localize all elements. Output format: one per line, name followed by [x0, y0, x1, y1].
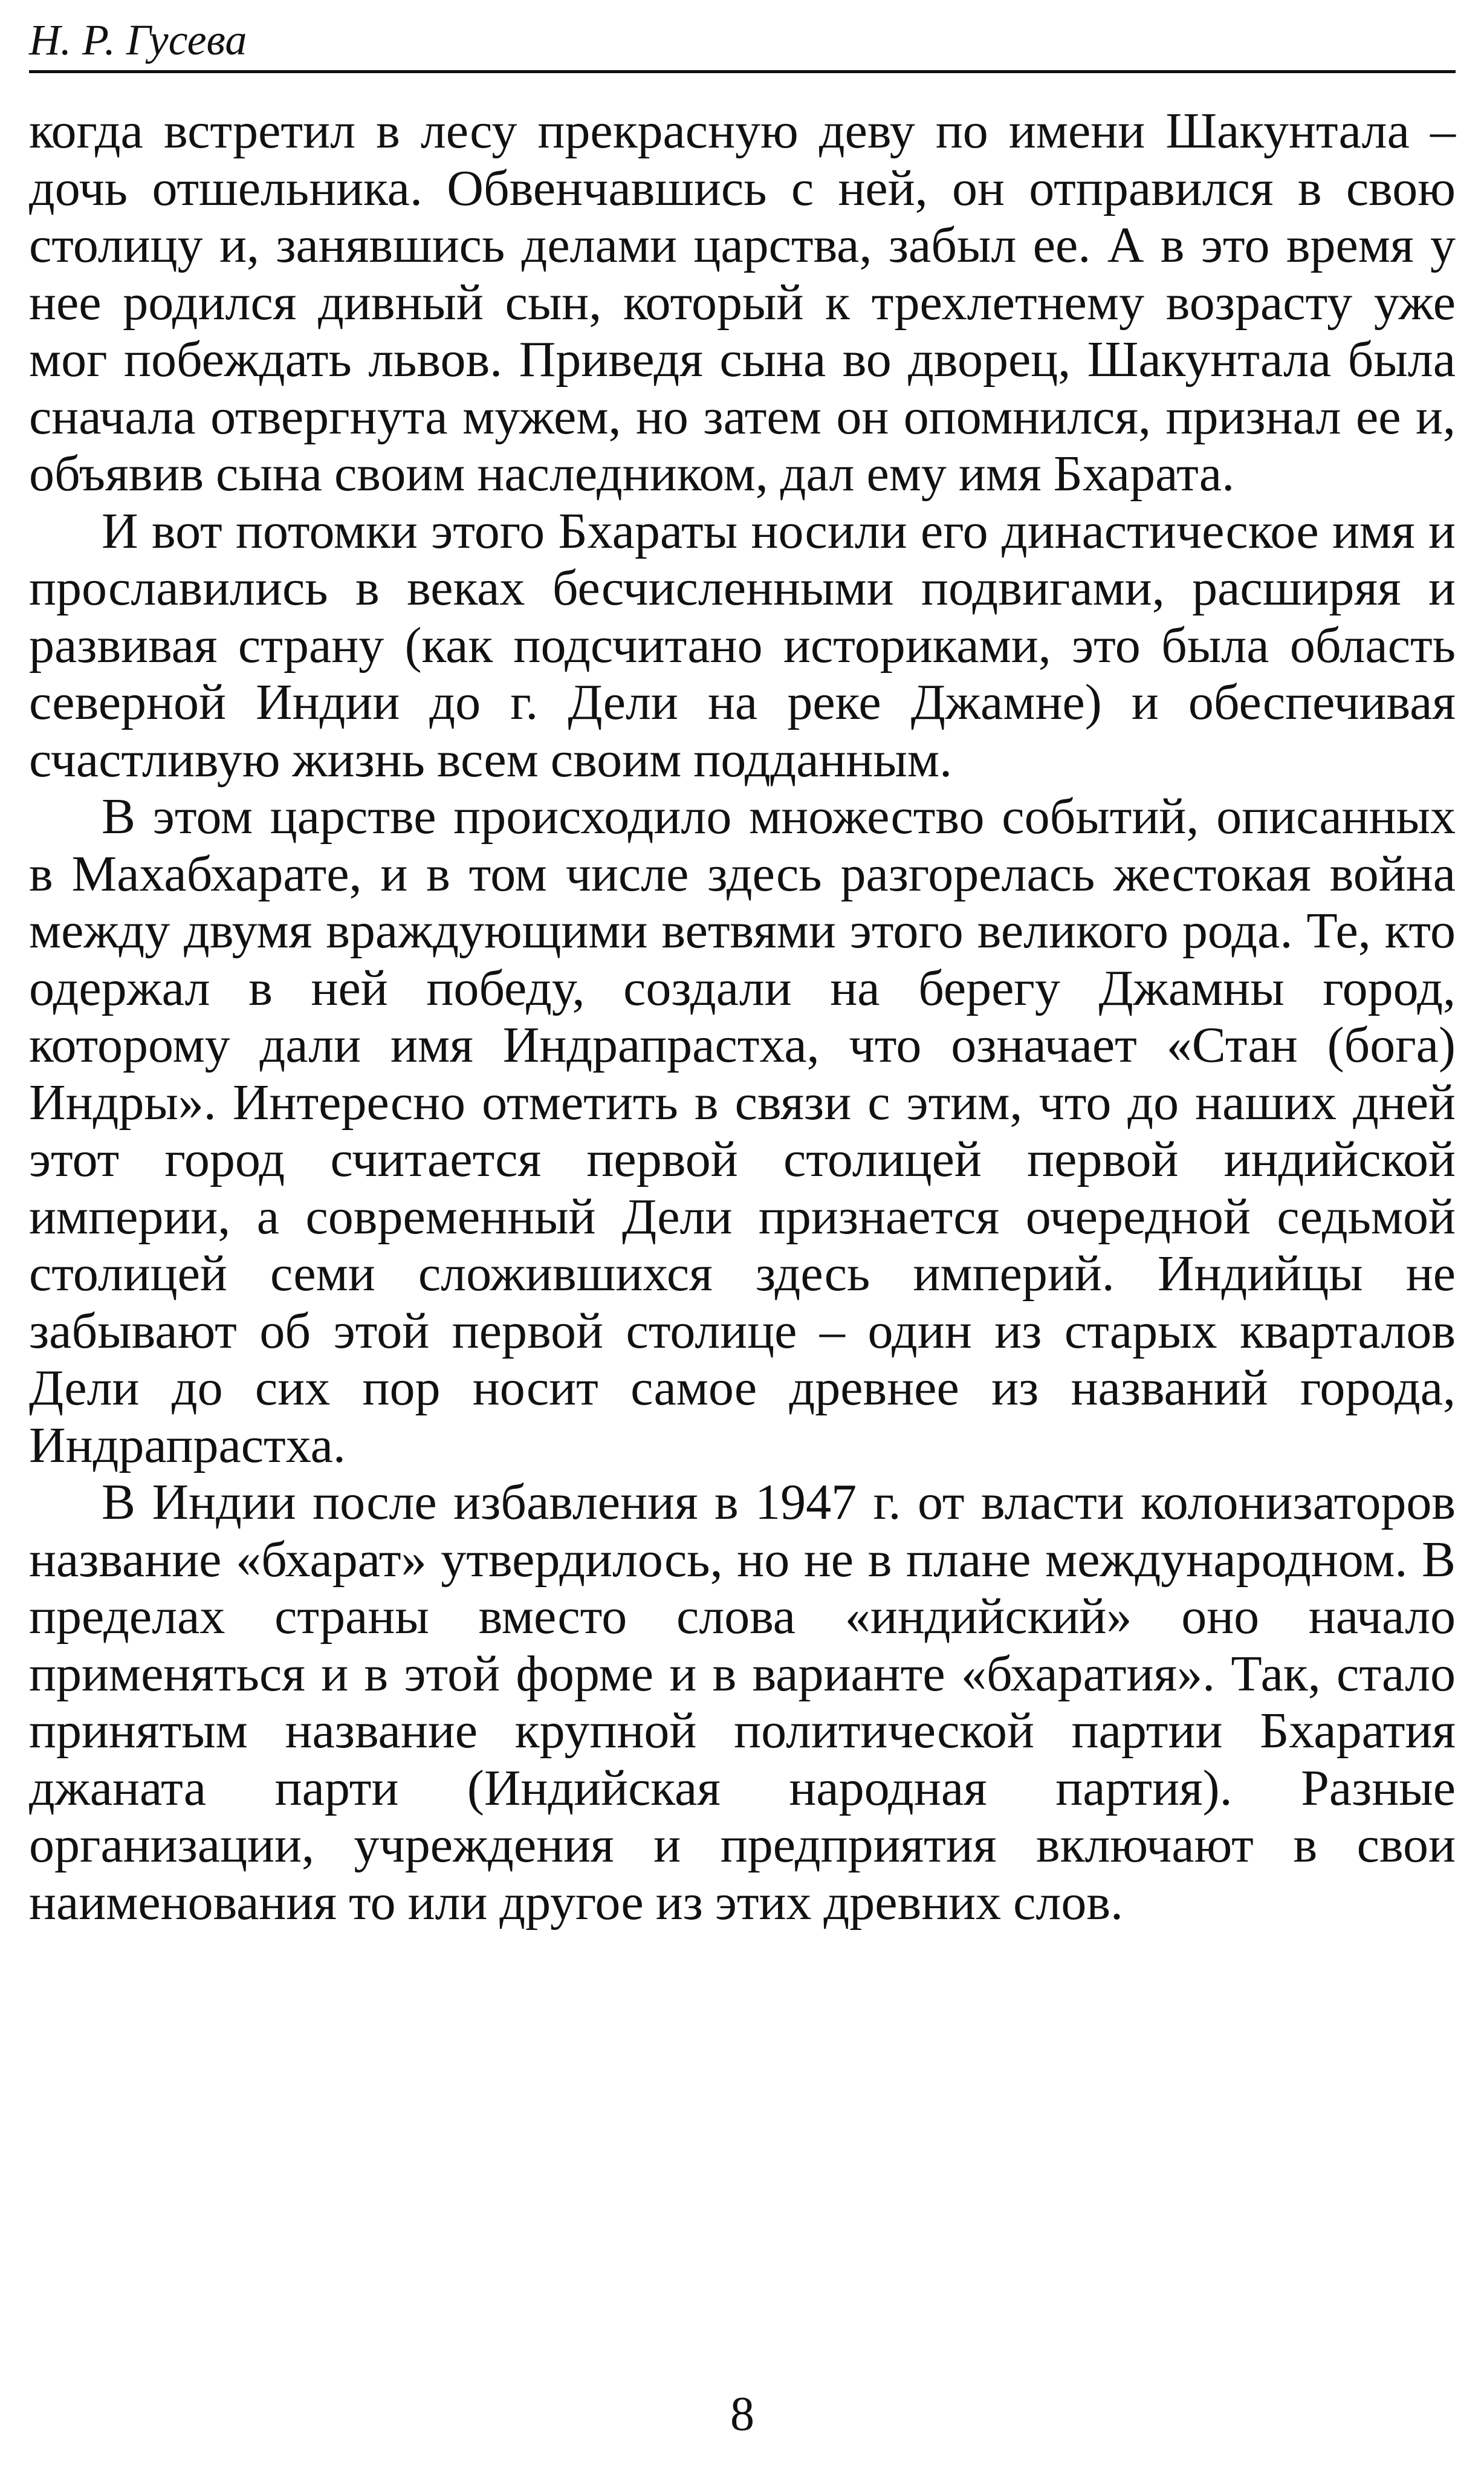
paragraph: В этом царстве происходило множество событий, описанных в Махабхарате, и в том числе здесь разгорелась жестокая война между двумя враждующими ветвями этого великого рода. Те, кто одержал в ней победу, создали на берегу Джамны город, которому дали имя Индрапрастха, что означает «Стан (бога) Индры». Интересно отметить в связи с этим, что до наших дней этот город считается первой столицей первой индийской империи, а современный Дели признается очередной седьмой столицей семи сложившихся здесь империй. Индийцы не забывают об этой первой столице – один из старых кварталов Дели до сих пор носит самое древнее из названий города, Индрапрастха.: [29, 788, 1456, 1473]
paragraph-continued: когда встретил в лесу прекрасную деву по имени Шакунтала – дочь отшельника. Обвенчавшись с ней, он отправился в свою столицу и, занявшись делами царства, забыл ее. А в это время у нее родился дивный сын, который к трехлетнему возрасту уже мог побеждать львов. Приведя сына во дворец, Шакунтала была сначала отвергнута мужем, но затем он опомнился, признал ее и, объявив сына своим наследником, дал ему имя Бхарата.: [29, 103, 1456, 502]
body-text: [29, 103, 1456, 1931]
page-number: 8: [730, 2388, 754, 2441]
running-head-author: Н. Р. Гусева: [29, 16, 247, 64]
paragraph: В Индии после избавления в 1947 г. от власти колонизаторов название «бхарат» утвердилось, но не в плане международном. В пределах страны вместо слова «индийский» оно начало применяться и в этой форме и в варианте «бхаратия». Так, стало принятым название крупной политической партии Бхаратия джаната парти (Индийская народная партия). Разные организации, учреждения и предприятия включают в свои наименования то или другое из этих древних слов.: [29, 1474, 1456, 1931]
paragraph: И вот потомки этого Бхараты носили его династическое имя и прославились в веках бесчисленными подвигами, расширяя и развивая страну (как подсчитано историками, это была область северной Индии до г. Дели на реке Джамне) и обеспечивая счастливую жизнь всем своим подданным.: [29, 502, 1456, 788]
book-page: [29, 12, 1456, 2476]
running-head: [29, 12, 1456, 73]
